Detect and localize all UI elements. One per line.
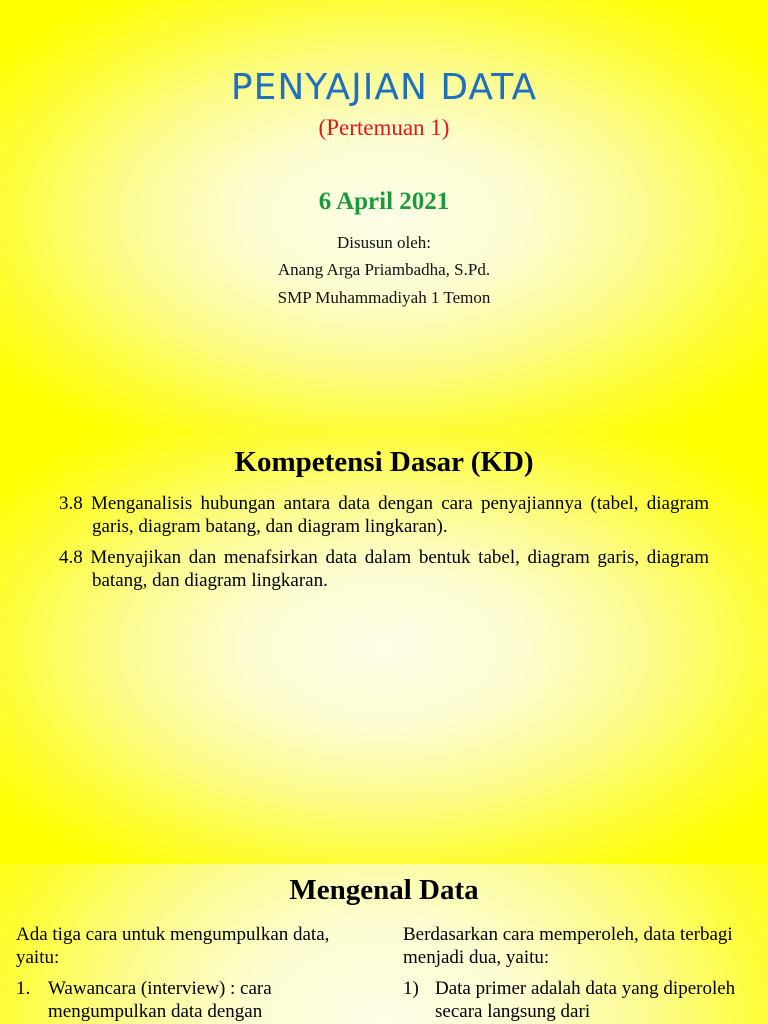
left-intro: Ada tiga cara untuk mengumpulkan data, yaitu: [16, 924, 330, 968]
author-name: Anang Arga Priambadha, S.Pd. [277, 260, 491, 279]
title-slide [0, 0, 768, 432]
list-number: 1) [403, 978, 419, 999]
kd-item: 3.8 Menganalisis hubungan antara data dengan cara penyajiannya (tabel, diagram garis, diagram batang, dan diagram lingkaran). [59, 493, 709, 537]
list-number: 1. [16, 978, 31, 999]
left-column [16, 923, 356, 1023]
kd-slide [0, 432, 768, 864]
kd-item: 4.8 Menyajikan dan menafsirkan data dalam bentuk tabel, diagram garis, diagram batang, dan diagram lingkaran. [59, 547, 709, 591]
mengenal-data-title: Mengenal Data [289, 874, 479, 906]
mengenal-data-slide [0, 864, 768, 1024]
right-column [403, 923, 743, 1023]
list-text: Data primer adalah data yang diperoleh secara langsung dari [435, 978, 736, 1022]
author-label: Disusun oleh: [337, 233, 431, 252]
list-text: Wawancara (interview) : cara mengumpulkan data dengan [48, 978, 272, 1022]
right-intro: Berdasarkan cara memperoleh, data terbagi menjadi dua, yaitu: [403, 924, 733, 968]
kd-title: Kompetensi Dasar (KD) [234, 446, 534, 478]
kd-list [59, 492, 709, 600]
school-name: SMP Muhammadiyah 1 Temon [277, 288, 491, 307]
left-list [16, 977, 356, 1023]
right-list [403, 977, 743, 1023]
slide-title: PENYAJIAN DATA [230, 67, 538, 108]
slide-date: 6 April 2021 [318, 188, 450, 215]
slide-subtitle: (Pertemuan 1) [318, 115, 450, 140]
list-item [16, 977, 356, 1023]
list-item [403, 977, 743, 1023]
